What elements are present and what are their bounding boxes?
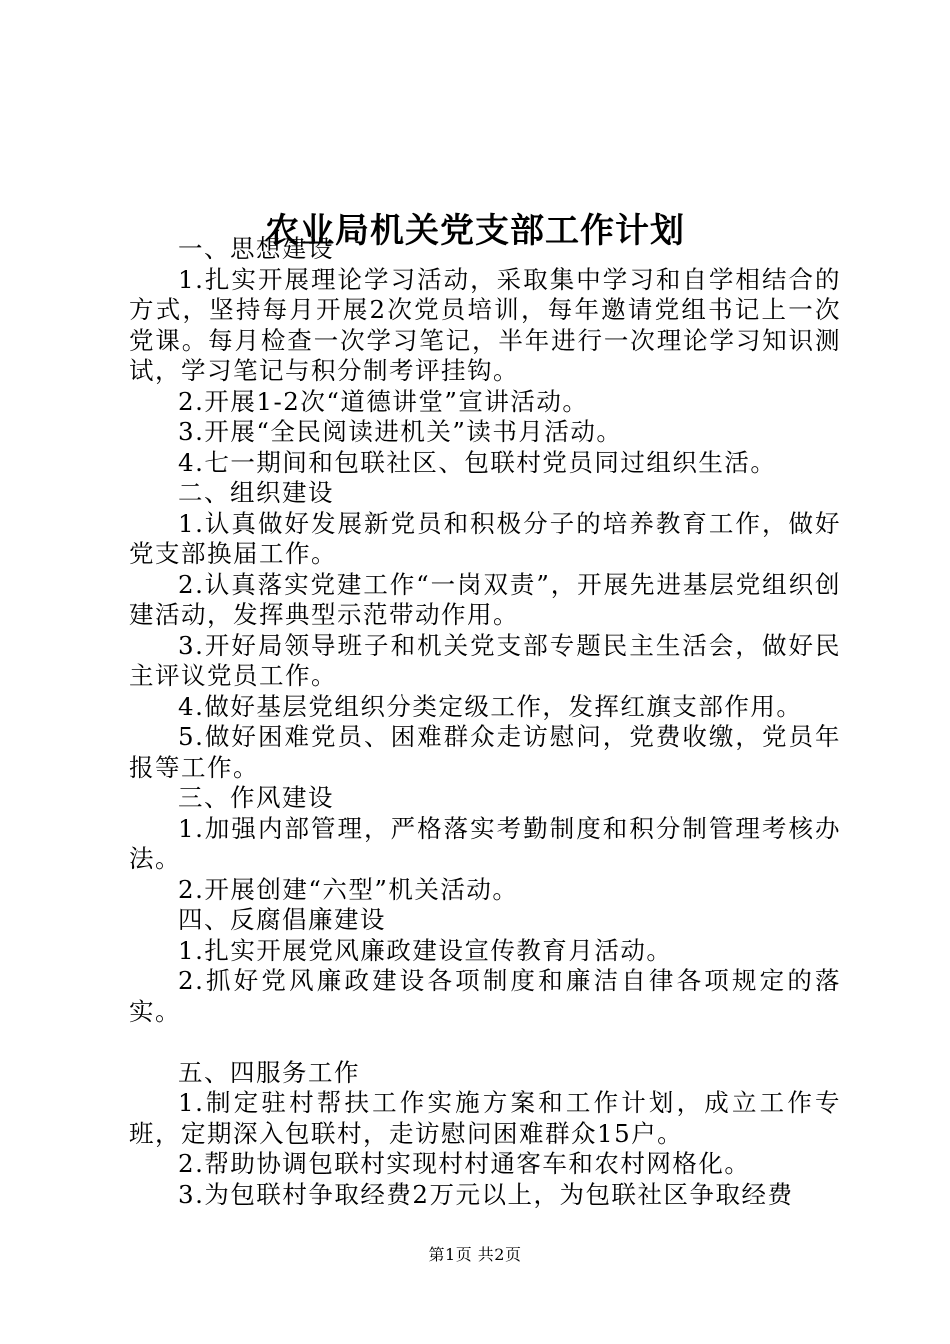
document-body xyxy=(129,234,841,1210)
paragraph: 4.七一期间和包联社区、包联村党员同过组织生活。 xyxy=(178,447,777,477)
paragraph: 1.制定驻村帮扶工作实施方案和工作计划，成立工作专班，定期深入包联村，走访慰问困难群众15户。 xyxy=(129,1088,841,1148)
paragraph: 3.为包联村争取经费2万元以上，为包联社区争取经费 xyxy=(178,1179,794,1209)
section-heading: 四、反腐倡廉建设 xyxy=(178,905,386,934)
paragraph: 4.做好基层党组织分类定级工作，发挥红旗支部作用。 xyxy=(178,691,803,721)
section-heading: 二、组织建设 xyxy=(178,478,334,507)
paragraph: 1.加强内部管理，严格落实考勤制度和积分制管理考核办法。 xyxy=(129,813,841,873)
paragraph: 2.抓好党风廉政建设各项制度和廉洁自律各项规定的落实。 xyxy=(129,966,841,1026)
page-footer: 第1页 共2页 xyxy=(428,1245,522,1264)
paragraph: 2.开展创建“六型”机关活动。 xyxy=(178,874,519,904)
paragraph: 2.帮助协调包联村实现村村通客车和农村网格化。 xyxy=(178,1149,751,1178)
paragraph: 2.开展1-2次“道德讲堂”宣讲活动。 xyxy=(178,386,589,416)
paragraph: 3.开好局领导班子和机关党支部专题民主生活会，做好民主评议党员工作。 xyxy=(129,630,841,690)
paragraph: 5.做好困难党员、困难群众走访慰问，党费收缴，党员年报等工作。 xyxy=(129,722,841,782)
section-heading: 一、思想建设 xyxy=(178,234,334,263)
section-heading: 五、四服务工作 xyxy=(178,1057,360,1087)
paragraph: 1.扎实开展理论学习活动，采取集中学习和自学相结合的方式，坚持每月开展2次党员培训，每年邀请党组书记上一次党课。每月检查一次学习笔记，半年进行一次理论学习知识测试，学习笔记与积分制考评挂钩。 xyxy=(129,264,841,385)
paragraph: 1.扎实开展党风廉政建设宣传教育月活动。 xyxy=(178,935,673,965)
document-title: 农业局机关党支部工作计划 xyxy=(265,210,685,251)
section-heading: 三、作风建设 xyxy=(178,783,334,812)
paragraph: 1.认真做好发展新党员和积极分子的培养教育工作，做好党支部换届工作。 xyxy=(129,508,841,568)
paragraph: 3.开展“全民阅读进机关”读书月活动。 xyxy=(178,417,623,446)
paragraph: 2.认真落实党建工作“一岗双责”，开展先进基层党组织创建活动，发挥典型示范带动作用。 xyxy=(129,569,841,629)
